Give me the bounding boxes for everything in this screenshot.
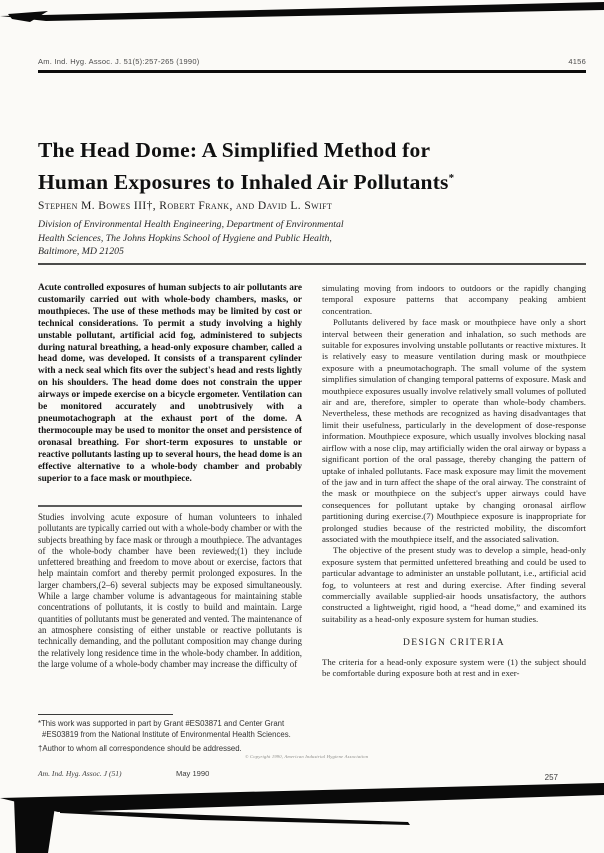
running-head [38, 57, 586, 66]
section-heading-design-criteria: DESIGN CRITERIA [402, 638, 505, 649]
body-paragraph-criteria: The criteria for a head-only exposure system were (1) the subject should be comfortable during exposure both at rest and in exer- [322, 656, 586, 678]
abstract-rule [38, 505, 302, 507]
body-paragraph-continuation: simulating moving from indoors to outdoors or the rapidly changing temporal exposure patterns that accompany peaking ambient concentration. [322, 283, 586, 316]
footer-journal: Am. Ind. Hyg. Assoc. J (51) [38, 769, 122, 778]
affiliation-line-2: Health Sciences, The Johns Hopkins School of Hygiene and Public Health, [38, 232, 332, 244]
journal-citation: Am. Ind. Hyg. Assoc. J. 51(5):257-265 (1990) [38, 57, 200, 66]
right-column-body [322, 283, 586, 769]
affiliation-line-3: Baltimore, MD 21205 [38, 246, 124, 257]
header-rule [38, 70, 586, 73]
body-paragraph-masks: Pollutants delivered by face mask or mouthpiece have only a short interval between their generation and inhalation, so such methods are suitable for exposures involving unstable pollutants or reactive mixtures. It is relatively easy to measure ventilation during mask or mouthpiece exposure with a pneumotachograph. The small volume of the system simplifies simulation of changing temporal patterns of exposure. Mask and mouthpiece exposures usually involve relatively small volumes of polluted air and are, therefore, simpler to operate than whole-body chambers. Nevertheless, these methods are recognized as having disadvantages that limit their usefulness, particularly in the development of dose-response information. Mouthpiece exposure, which usually involves blocking nasal airflow with a nose clip, may artificially widen the oral airway or bypass a significant portion of the oral passage, thereby changing the pattern of uptake of inhaled pollutants. Face mask exposure may limit the movement of the jaw and in turn affect the shape of the oral airway. The constraint of the mask or mouthpiece on the subject's upper airways could have consequences for pollutant uptake by changing oronasal airflow partitioning during exercise.(7) Mouthpiece exposure is inappropriate for prolonged studies because of the restricted mobility, the discomfort associated with the mouthpiece itself, and the associated salivation. [322, 317, 586, 544]
body-paragraph-objective: The objective of the present study was to develop a simple, head-only exposure system that permitted unfettered breathing and could be used to particular advantage to administer an unstable pollutant, i.e., artificial acid fog, to volunteers at rest and during exercise. After finding several commercially available supplied-air hoods unsatisfactory, the authors constructed a lightweight, rigid hood, a “head dome,” and examined its suitability as a head-only exposure system for human studies. [322, 545, 586, 624]
affiliation [38, 218, 458, 259]
paper-title [38, 136, 558, 196]
document-number: 4156 [568, 57, 586, 66]
abstract [38, 283, 302, 505]
footer-page-number: 257 [544, 773, 558, 782]
footnotes [38, 719, 310, 759]
title-rule [38, 263, 586, 265]
footer-date: May 1990 [176, 769, 210, 778]
copyright-line: © Copyright 1990, American Industrial Hygiene Association [245, 754, 369, 759]
abstract-text: Acute controlled exposures of human subjects to air pollutants are customarily carried out with whole-body chambers, masks, or mouthpieces. The use of these methods may be limited by cost or technical considerations. To permit a study involving a highly unstable pollutant, artificial acid fog, administered to subjects during natural breathing, a head-only exposure chamber, called a head dome, was developed. It consists of a transparent cylinder with a neck seal which fits over the subject's head and rests lightly on his shoulders. The head dome does not constrain the upper airways or impede exercise on a bicycle ergometer. Ventilation can be monitored accurately and unobtrusively with a pneumotachograph at the exhaust port of the dome. A thermocouple may be used to monitor the onset and persistence of oronasal breathing. For short-term exposures to unstable or reactive pollutants lasting up to several hours, the head dome is an effective alternative to a whole-body chamber and probably superior to a face mask or mouthpiece. [38, 283, 302, 484]
left-column-body [38, 512, 302, 710]
author-list: Stephen M. Bowes III†, Robert Frank, and David L. Swift [38, 200, 333, 212]
footnote-grant: *This work was supported in part by Grant #ES03871 and Center Grant #ES03819 from the National Institute of Environmental Health Sciences. [38, 719, 291, 739]
title-line-2: Human Exposures to Inhaled Air Pollutants* [38, 170, 455, 195]
scan-artifact-bottom [0, 778, 604, 853]
title-footnote-marker: * [448, 172, 455, 184]
title-line-1: The Head Dome: A Simplified Method for [38, 138, 431, 162]
footnote-correspondence: †Author to whom all correspondence should be addressed. [38, 744, 242, 753]
footnote-rule [38, 714, 173, 715]
affiliation-line-1: Division of Environmental Health Engineering, Department of Environmental [38, 219, 344, 230]
scan-artifact-top [0, 0, 604, 30]
intro-paragraph: Studies involving acute exposure of human volunteers to inhaled pollutants are typically carried out with a whole-body chamber or with the subjects breathing by face mask or through a mouthpiece. The advantages of the whole-body chamber have been reviewed;(1) they include unfettered breathing and freedom to move about or exercise, factors that help maintain comfort and thereby permit prolonged exposures. In the larger chambers,(2–6) several subjects may be exposed simultaneously. While a large chamber volume is advantageous for maintaining stable concentrations of pollutants, it is costly to build and maintain. Large quantities of pollutants must be generated and vented. The maintenance of an atmosphere consisting of either unstable or reactive pollutants is technically demanding, and the pollutant composition may change during the relatively long residence time in the whole-body chamber. In addition, the large volume of a whole-body chamber may increase the difficulty of [38, 512, 302, 669]
